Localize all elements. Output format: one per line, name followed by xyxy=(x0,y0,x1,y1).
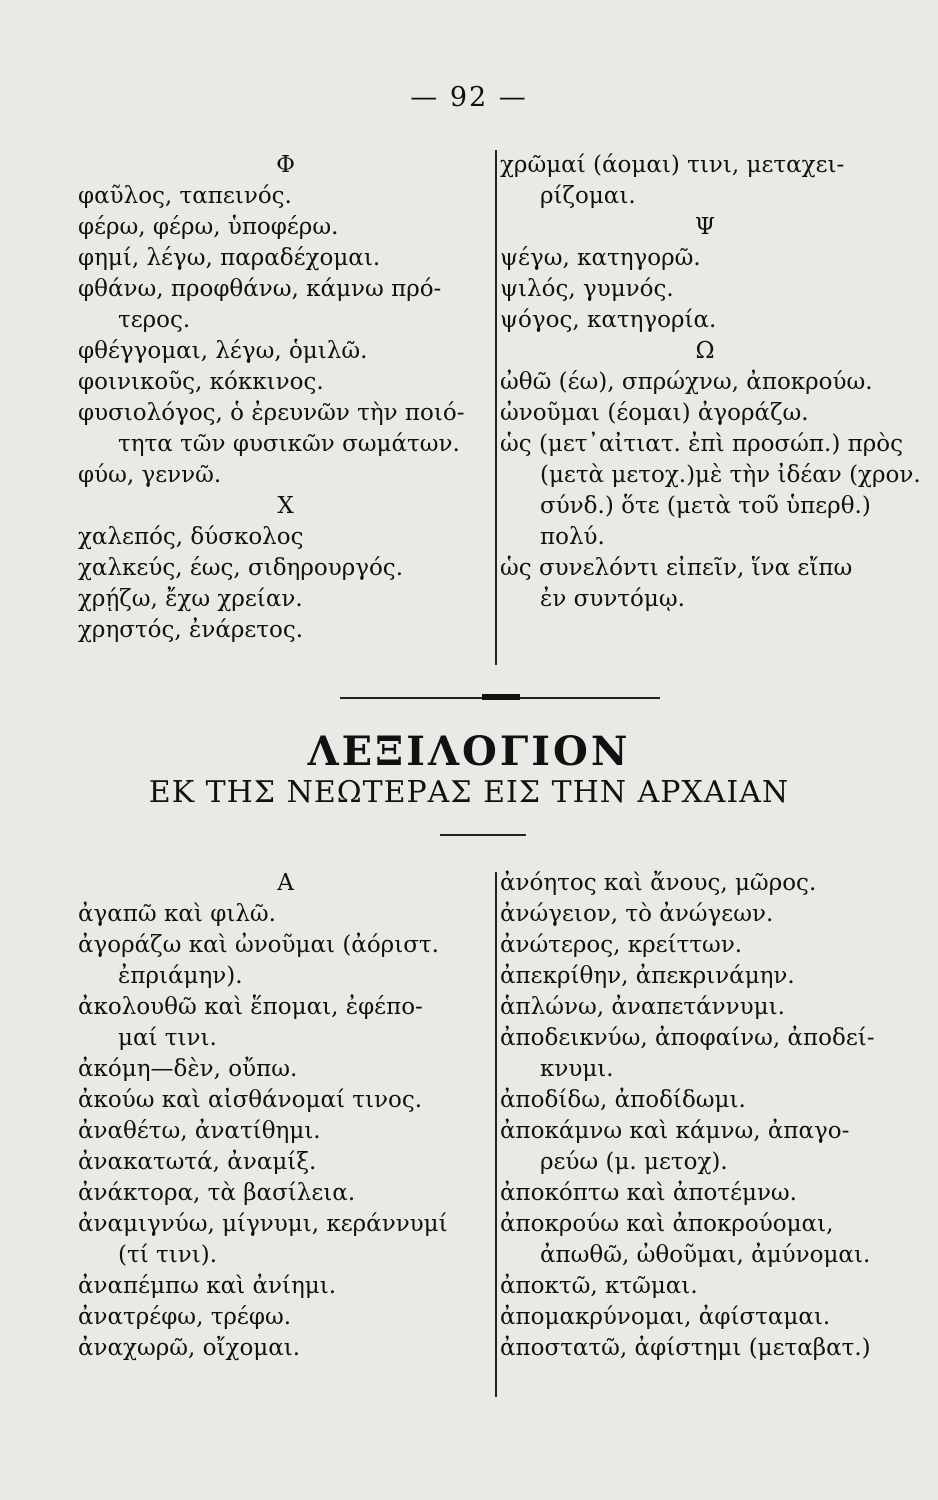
dictionary-entry-line: ἀποστατῶ, ἀφίστημι (μεταβατ.) xyxy=(500,1335,871,1361)
dictionary-entry-line: (τί τινι). xyxy=(118,1242,218,1268)
ornamental-rule-center xyxy=(482,694,520,700)
dictionary-entry-line: ἀναχωρῶ, οἴχομαι. xyxy=(78,1335,301,1361)
dictionary-entry-line: ἀνακατωτά, ἀναμίξ. xyxy=(78,1149,317,1175)
dictionary-entry-line: ἀποκάμνω καὶ κάμνω, ἀπαγο- xyxy=(500,1118,850,1144)
dictionary-entry-line: ἀνώτερος, κρείττων. xyxy=(500,932,743,958)
dictionary-entry-line: ἀνώγειον, τὸ ἀνώγεων. xyxy=(500,901,774,927)
dictionary-entry-line: φοινικοῦς, κόκκινος. xyxy=(78,369,324,395)
dictionary-entry-line: ὠθῶ (έω), σπρώχνω, ἀποκρούω. xyxy=(500,369,873,395)
section1-left-column xyxy=(78,150,493,646)
dictionary-entry-line: φέρω, φέρω, ὑποφέρω. xyxy=(78,214,339,240)
dictionary-entry-line: ἀπωθῶ, ὠθοῦμαι, ἀμύνομαι. xyxy=(540,1242,871,1268)
dictionary-entry-line: τερος. xyxy=(118,307,191,333)
dictionary-entry-line: ρίζομαι. xyxy=(540,183,636,209)
dictionary-entry-line: ἐν συντόμῳ. xyxy=(540,586,685,612)
title-rule xyxy=(440,834,526,836)
dictionary-entry-line: ἀκολουθῶ καὶ ἕπομαι, ἐφέπο- xyxy=(78,994,423,1020)
dictionary-entry-line: φυσιολόγος, ὁ ἐρευνῶν τὴν ποιό- xyxy=(78,400,465,426)
dictionary-entry-line: ρεύω (μ. μετοχ). xyxy=(540,1149,728,1175)
dictionary-entry-line: ἀνάκτορα, τὰ βασίλεια. xyxy=(78,1180,356,1206)
dictionary-entry-line: πολύ. xyxy=(540,524,605,550)
dictionary-entry-line: ἀγαπῶ καὶ φιλῶ. xyxy=(78,901,276,927)
dictionary-entry-line: φύω, γεννῶ. xyxy=(78,462,222,488)
dictionary-entry-line: ἀπεκρίθην, ἀπεκρινάμην. xyxy=(500,963,795,989)
dictionary-entry-line: φθάνω, προφθάνω, κάμνω πρό- xyxy=(78,276,442,302)
dictionary-entry-line: ἐπριάμην). xyxy=(118,963,243,989)
glossary-title: ΛΕΞΙΛΟΓΙΟΝ xyxy=(307,728,631,775)
dictionary-entry-line: ἀπομακρύνομαι, ἀφίσταμαι. xyxy=(500,1304,831,1330)
dictionary-entry-line: ἀποκρούω καὶ ἀποκρούομαι, xyxy=(500,1211,834,1237)
dictionary-entry-line: ψέγω, κατηγορῶ. xyxy=(500,245,701,271)
section1-right-column xyxy=(500,150,921,615)
dictionary-entry-line: τητα τῶν φυσικῶν σωμάτων. xyxy=(118,431,460,457)
dictionary-entry-line: ὡς συνελόντι εἰπεῖν, ἵνα εἴπω xyxy=(500,555,853,581)
dictionary-entry-line: φαῦλος, ταπεινός. xyxy=(78,183,292,209)
letter-heading: Α xyxy=(277,870,294,896)
letter-heading: Ψ xyxy=(694,214,716,240)
dictionary-entry-line: χαλκεύς, έως, σιδηρουργός. xyxy=(78,555,403,581)
column-divider xyxy=(495,872,497,1397)
dictionary-entry-line: ὡς (μετ᾽αἰτιατ. ἐπὶ προσώπ.) πρὸς xyxy=(500,431,903,457)
dictionary-entry-line: ἀνόητος καὶ ἄνους, μῶρος. xyxy=(500,870,817,896)
dictionary-entry-line: ἀναθέτω, ἀνατίθημι. xyxy=(78,1118,321,1144)
glossary-subtitle: ΕΚ ΤΗΣ ΝΕΩΤΕΡΑΣ ΕΙΣ ΤΗΝ ΑΡΧΑΙΑΝ xyxy=(148,775,790,810)
dictionary-entry-line: ἀνατρέφω, τρέφω. xyxy=(78,1304,292,1330)
letter-heading: Χ xyxy=(277,493,294,519)
dictionary-entry-line: ἀγοράζω καὶ ὠνοῦμαι (ἀόριστ. xyxy=(78,932,439,958)
section2-right-column xyxy=(500,868,912,1364)
letter-heading: Φ xyxy=(276,152,295,178)
column-divider xyxy=(495,150,497,665)
dictionary-entry-line: ἀποκτῶ, κτῶμαι. xyxy=(500,1273,698,1299)
dictionary-entry-line: ἀποκόπτω καὶ ἀποτέμνω. xyxy=(500,1180,797,1206)
dictionary-entry-line: ἀναμιγνύω, μίγνυμι, κεράννυμί xyxy=(78,1211,448,1237)
dictionary-entry-line: χρῄζω, ἔχω χρείαν. xyxy=(78,586,303,612)
dictionary-entry-line: ἀναπέμπω καὶ ἀνίημι. xyxy=(78,1273,337,1299)
dictionary-entry-line: ὠνοῦμαι (έομαι) ἀγοράζω. xyxy=(500,400,809,426)
dictionary-entry-line: ἀκούω καὶ αἰσθάνομαί τινος. xyxy=(78,1087,423,1113)
dictionary-entry-line: ἀποδεικνύω, ἀποφαίνω, ἀποδεί- xyxy=(500,1025,875,1051)
dictionary-entry-line: φημί, λέγω, παραδέχομαι. xyxy=(78,245,381,271)
letter-heading: Ω xyxy=(695,338,715,364)
dictionary-entry-line: κνυμι. xyxy=(540,1056,614,1082)
dictionary-entry-line: φθέγγομαι, λέγω, ὁμιλῶ. xyxy=(78,338,368,364)
dictionary-entry-line: ἀποδίδω, ἀποδίδωμι. xyxy=(500,1087,746,1113)
dictionary-entry-line: ἁπλώνω, ἀναπετάννυμι. xyxy=(500,994,785,1020)
dictionary-entry-line: χρῶμαί (άομαι) τινι, μεταχει- xyxy=(500,152,845,178)
dictionary-entry-line: μαί τινι. xyxy=(118,1025,217,1051)
page-number: — 92 — xyxy=(410,82,528,113)
dictionary-entry-line: ψόγος, κατηγορία. xyxy=(500,307,717,333)
dictionary-entry-line: ἀκόμη—δὲν, οὔπω. xyxy=(78,1056,298,1082)
dictionary-entry-line: χαλεπός, δύσκολος xyxy=(78,524,304,550)
dictionary-entry-line: χρηστός, ἐνάρετος. xyxy=(78,617,304,643)
section2-left-column xyxy=(78,868,493,1364)
dictionary-entry-line: (μετὰ μετοχ.)μὲ τὴν ἰδέαν (χρον. xyxy=(540,462,921,488)
dictionary-entry-line: σύνδ.) ὅτε (μετὰ τοῦ ὑπερθ.) xyxy=(540,493,871,519)
dictionary-entry-line: ψιλός, γυμνός. xyxy=(500,276,674,302)
